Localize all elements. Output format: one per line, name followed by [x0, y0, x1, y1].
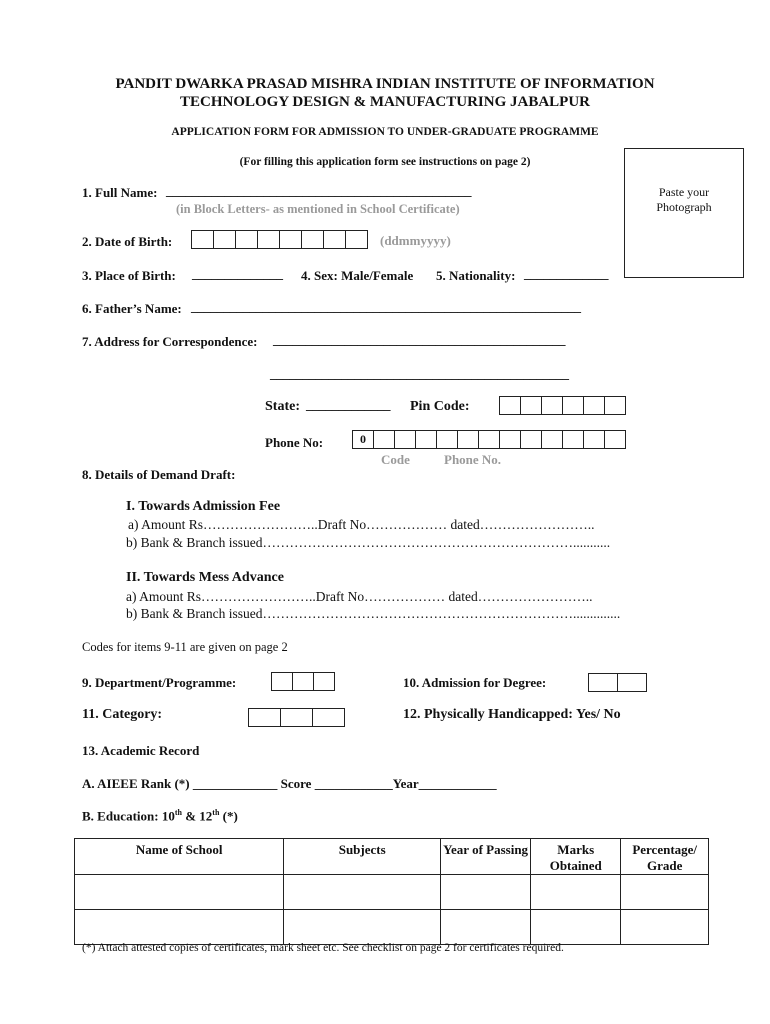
- header-subjects: Subjects: [284, 839, 441, 875]
- pin-box[interactable]: [605, 397, 625, 414]
- table-cell[interactable]: [441, 875, 531, 910]
- category-box[interactable]: [281, 709, 313, 726]
- aieee-rank-row[interactable]: A. AIEEE Rank (*) _____________ Score ____________Year____________: [82, 776, 497, 791]
- dob-format-hint: (ddmmyyyy): [380, 233, 451, 248]
- education-heading: [82, 808, 238, 824]
- pin-box[interactable]: [500, 397, 521, 414]
- dob-label: 2. Date of Birth:: [82, 234, 173, 249]
- table-cell[interactable]: [621, 910, 709, 945]
- dob-box[interactable]: [324, 231, 346, 248]
- codes-note: Codes for items 9-11 are given on page 2: [82, 640, 288, 654]
- degree-box[interactable]: [589, 674, 618, 691]
- category-boxes[interactable]: [248, 708, 345, 727]
- dob-box[interactable]: [214, 231, 236, 248]
- header-name-of-school: Name of School: [75, 839, 284, 875]
- table-cell[interactable]: [284, 875, 441, 910]
- admission-fee-line-b[interactable]: b) Bank & Branch issued……………………………………………………………...........: [126, 535, 611, 550]
- physically-handicapped-label: 12. Physically Handicapped: Yes/ No: [403, 707, 621, 722]
- academic-record-heading: 13. Academic Record: [82, 743, 200, 758]
- phone-number-hint: Phone No.: [444, 452, 502, 467]
- header-marks-obtained: Marks Obtained: [531, 839, 621, 875]
- dob-box[interactable]: [192, 231, 214, 248]
- dob-box[interactable]: [236, 231, 258, 248]
- table-cell[interactable]: [531, 875, 621, 910]
- degree-box[interactable]: [618, 674, 646, 691]
- dob-box[interactable]: [346, 231, 367, 248]
- address-field-line2[interactable]: ______________________________________________: [270, 366, 569, 381]
- phone-number-box[interactable]: [500, 431, 521, 448]
- table-header-row: [75, 839, 709, 875]
- department-box[interactable]: [314, 673, 334, 690]
- dob-box[interactable]: [302, 231, 324, 248]
- dob-box[interactable]: [280, 231, 302, 248]
- header-percentage-grade: Percentage/ Grade: [621, 839, 709, 875]
- department-box[interactable]: [293, 673, 314, 690]
- nationality-field[interactable]: _____________: [524, 266, 609, 281]
- phone-code-box[interactable]: [395, 431, 416, 448]
- pin-box[interactable]: [521, 397, 542, 414]
- pin-code-boxes[interactable]: [499, 396, 626, 415]
- phone-number-box[interactable]: [458, 431, 479, 448]
- full-name-field[interactable]: _______________________________________________: [166, 183, 472, 198]
- place-of-birth-label: 3. Place of Birth:: [82, 268, 176, 283]
- father-name-field[interactable]: ____________________________________________________________: [191, 299, 581, 314]
- education-table: [74, 838, 709, 945]
- pin-box[interactable]: [542, 397, 563, 414]
- phone-number-box[interactable]: [542, 431, 563, 448]
- phone-boxes[interactable]: [352, 430, 626, 449]
- category-box[interactable]: [313, 709, 344, 726]
- phone-code-box[interactable]: [416, 431, 437, 448]
- institute-title-line2: TECHNOLOGY DESIGN & MANUFACTURING JABALPUR: [179, 94, 591, 110]
- department-box[interactable]: [272, 673, 293, 690]
- sex-label: 4. Sex: Male/Female: [301, 268, 414, 283]
- table-cell[interactable]: [621, 875, 709, 910]
- table-cell[interactable]: [531, 910, 621, 945]
- footer-note: (*) Attach attested copies of certificates, mark sheet etc. See checklist on page 2 for certificates required.: [82, 942, 564, 954]
- table-cell[interactable]: [284, 910, 441, 945]
- mess-advance-heading: II. Towards Mess Advance: [126, 570, 284, 585]
- place-of-birth-field[interactable]: ______________: [192, 266, 283, 281]
- education-sup-10: th: [174, 808, 182, 817]
- table-row: [75, 875, 709, 910]
- form-instructions: (For filling this application form see instructions on page 2): [239, 156, 531, 168]
- table-cell[interactable]: [75, 875, 284, 910]
- father-name-label: 6. Father’s Name:: [82, 301, 182, 316]
- mess-advance-line-a[interactable]: a) Amount Rs……………………..Draft No……………… dated……………………..: [126, 589, 593, 604]
- dob-boxes[interactable]: [191, 230, 368, 249]
- pin-box[interactable]: [563, 397, 584, 414]
- degree-boxes[interactable]: [588, 673, 647, 692]
- education-mid: & 12: [181, 808, 213, 824]
- full-name-hint: (in Block Letters- as mentioned in School Certificate): [176, 202, 460, 216]
- admission-fee-heading: I. Towards Admission Fee: [126, 499, 281, 514]
- phone-code-box[interactable]: [374, 431, 395, 448]
- education-sup-12: th: [212, 808, 220, 817]
- pin-code-label: Pin Code:: [410, 399, 470, 414]
- pin-box[interactable]: [584, 397, 605, 414]
- table-cell[interactable]: [441, 910, 531, 945]
- phone-number-box[interactable]: [605, 431, 625, 448]
- table-row: [75, 910, 709, 945]
- category-box[interactable]: [249, 709, 281, 726]
- department-label: 9. Department/Programme:: [82, 675, 237, 690]
- education-suffix: (*): [219, 808, 238, 824]
- phone-code-box[interactable]: 0: [353, 431, 374, 448]
- phone-code-box[interactable]: [437, 431, 458, 448]
- admission-fee-line-a[interactable]: a) Amount Rs……………………..Draft No……………… dated……………………..: [128, 517, 595, 532]
- nationality-label: 5. Nationality:: [436, 268, 516, 283]
- institute-title-line1: PANDIT DWARKA PRASAD MISHRA INDIAN INSTITUTE OF INFORMATION: [115, 76, 655, 92]
- degree-label: 10. Admission for Degree:: [403, 675, 547, 690]
- address-label: 7. Address for Correspondence:: [82, 334, 258, 349]
- department-boxes[interactable]: [271, 672, 335, 691]
- phone-number-box[interactable]: [584, 431, 605, 448]
- code-hint: Code: [381, 452, 410, 467]
- category-label: 11. Category:: [82, 707, 163, 722]
- phone-label: Phone No:: [265, 435, 324, 450]
- header-year-of-passing: Year of Passing: [441, 839, 531, 875]
- phone-number-box[interactable]: [521, 431, 542, 448]
- full-name-label: 1. Full Name:: [82, 185, 158, 200]
- dob-box[interactable]: [258, 231, 280, 248]
- phone-number-box[interactable]: [563, 431, 584, 448]
- address-field-line1[interactable]: _____________________________________________: [273, 332, 566, 347]
- photo-label-line1: Paste your: [658, 185, 710, 199]
- photo-box[interactable]: [624, 148, 744, 278]
- form-title: APPLICATION FORM FOR ADMISSION TO UNDER-GRADUATE PROGRAMME: [171, 126, 599, 138]
- state-label: State:: [265, 399, 300, 414]
- education-prefix: B. Education: 10: [82, 808, 175, 824]
- phone-number-box[interactable]: [479, 431, 500, 448]
- state-field[interactable]: _____________: [306, 397, 391, 412]
- table-cell[interactable]: [75, 910, 284, 945]
- photo-label-line2: Photograph: [656, 200, 712, 214]
- demand-draft-heading: 8. Details of Demand Draft:: [82, 467, 236, 482]
- mess-advance-line-b[interactable]: b) Bank & Branch issued……………………………………………………………..............: [126, 606, 621, 621]
